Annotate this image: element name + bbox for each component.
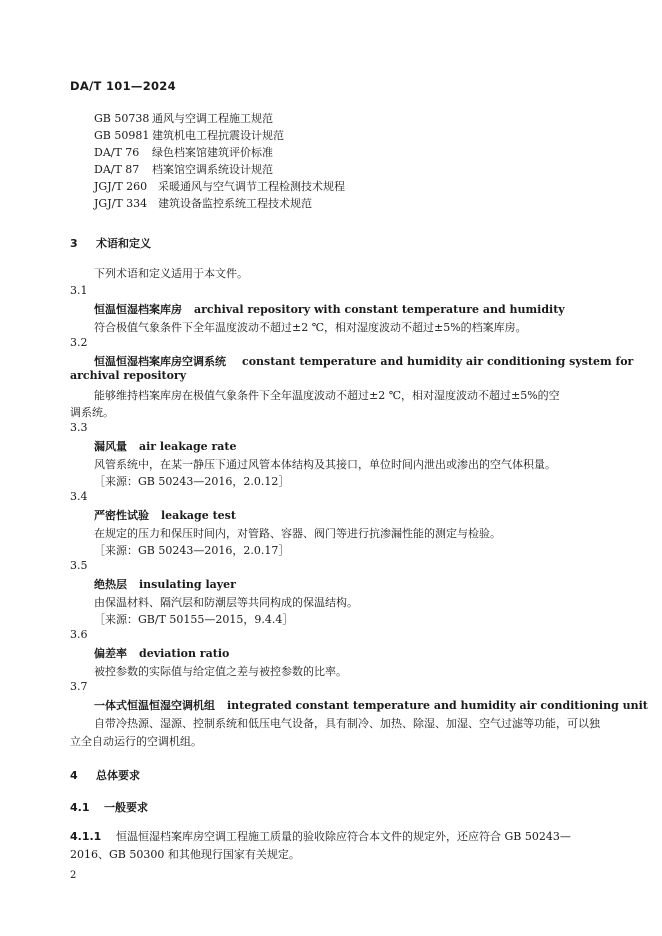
term-english-continued: archival repository [70,369,187,382]
ref-title: 建筑设备监控系统工程技术规范 [158,197,312,210]
term-number: 3.5 [70,559,88,572]
term-definition: 在规定的压力和保压时间内，对管路、容器、阀门等进行抗渗漏性能的测定与检验。 [94,527,501,540]
ref-title: 绿色档案馆建筑评价标准 [152,146,273,159]
term-heading: 严密性试验 leakage test [94,509,236,522]
term-source: ［来源：GB 50243—2016，2.0.17］ [94,544,290,557]
ref-code: JGJ/T 334 [94,197,148,210]
term-definition: 能够维持档案库房在极值气象条件下全年温度波动不超过±2 ℃，相对湿度波动不超过±5%的空 [94,389,560,402]
normative-ref [94,145,273,161]
ref-title: 采暖通风与空气调节工程检测技术规程 [158,180,345,193]
ref-title: 建筑机电工程抗震设计规范 [152,129,284,142]
clause-line: 恒温恒湿档案库房空调工程施工质量的验收除应符合本文件的规定外，还应符合 GB 50243— [116,830,571,843]
ref-title: 通风与空调工程施工规范 [152,112,273,125]
term-definition: 由保温材料、隔汽层和防潮层等共同构成的保温结构。 [94,596,358,609]
term-heading: 恒温恒湿档案库房 archival repository with constant temperature and humidity [94,303,565,316]
subsection-heading: 4.1 一般要求 [70,801,148,814]
term-definition: 风管系统中，在某一静压下通过风管本体结构及其接口，单位时间内泄出或渗出的空气体积量。 [94,458,556,471]
term-heading: 恒温恒湿档案库房空调系统 constant temperature and humidity air conditioning system for [94,355,634,368]
term-number: 3.1 [70,284,88,297]
clause-number: 4.1.1 [70,830,102,843]
ref-code: JGJ/T 260 [94,180,148,193]
term-heading: 绝热层 insulating layer [94,578,236,591]
ref-title: 档案馆空调系统设计规范 [152,163,273,176]
term-source: ［来源：GB 50243—2016，2.0.12］ [94,475,290,488]
term-number: 3.6 [70,628,88,641]
section-intro: 下列术语和定义适用于本文件。 [94,267,248,280]
term-heading: 一体式恒温恒湿空调机组 integrated constant temperature and humidity air conditioning unit [94,699,648,712]
term-definition: 符合极值气象条件下全年温度波动不超过±2 ℃，相对湿度波动不超过±5%的档案库房。 [94,321,527,334]
term-number: 3.7 [70,680,88,693]
normative-ref [94,128,284,144]
term-definition: 自带冷热源、湿源、控制系统和低压电气设备，具有制冷、加热、除湿、加湿、空气过滤等功能，可以独 [94,717,600,730]
ref-code: GB 50981 [94,129,150,142]
term-definition-continued: 调系统。 [70,406,114,419]
term-number: 3.4 [70,490,88,503]
ref-code: DA/T 76 [94,146,140,159]
section-heading: 3 术语和定义 [70,237,151,250]
term-heading: 偏差率 deviation ratio [94,647,230,660]
normative-ref [94,162,273,178]
term-definition-continued: 立全自动运行的空调机组。 [70,735,202,748]
document-code-header: DA/T 101—2024 [70,79,176,93]
term-heading: 漏风量 air leakage rate [94,440,237,453]
ref-code: DA/T 87 [94,163,140,176]
normative-ref [94,196,312,212]
section-heading: 4 总体要求 [70,769,140,782]
ref-code: GB 50738 [94,112,150,125]
normative-ref [94,179,345,195]
clause-text-continued: 2016、GB 50300 和其他现行国家有关规定。 [70,848,300,861]
clause-text [70,828,571,844]
term-definition: 被控参数的实际值与给定值之差与被控参数的比率。 [94,665,347,678]
normative-ref [94,111,273,127]
term-number: 3.2 [70,336,88,349]
term-number: 3.3 [70,421,88,434]
page-number: 2 [70,870,77,881]
term-source: ［来源：GB/T 50155—2015，9.4.4］ [94,613,294,626]
